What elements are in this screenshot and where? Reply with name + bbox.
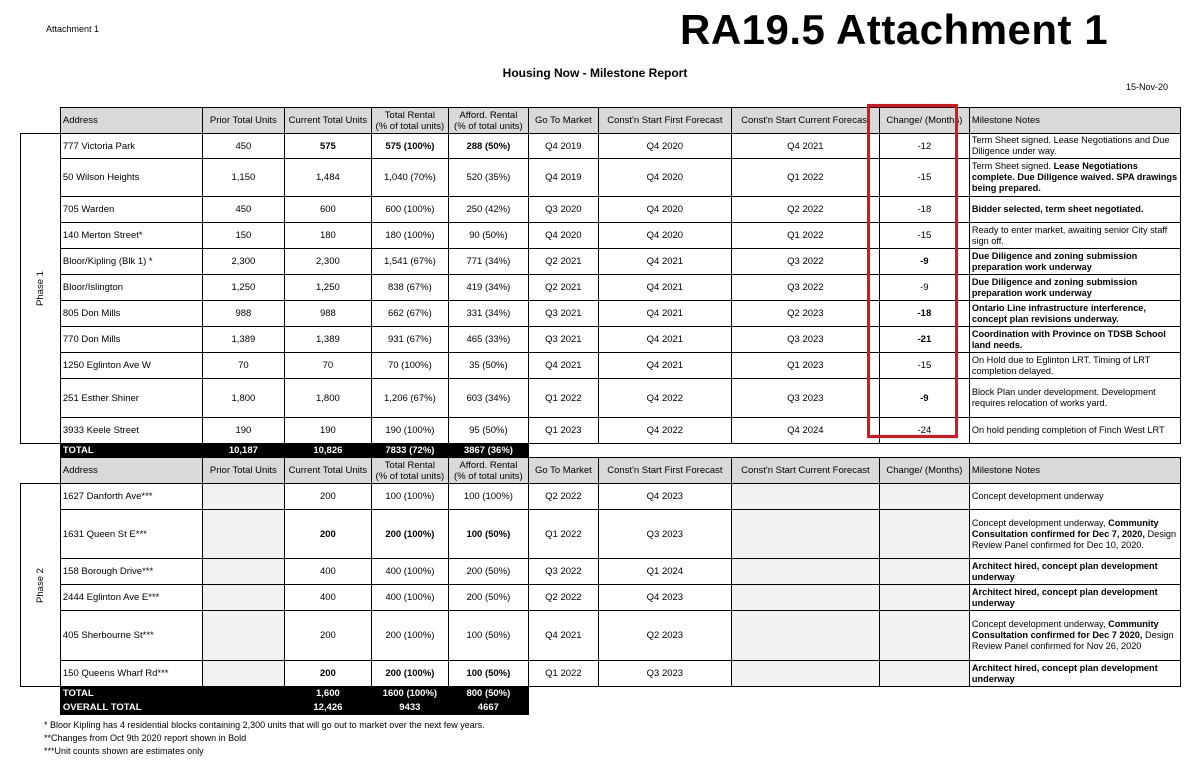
rental-cell: 600 (100%)	[371, 197, 448, 223]
current-cell: 1,800	[284, 379, 371, 418]
notes-cell: Architect hired, concept plan development underway	[969, 559, 1180, 585]
table-row	[21, 223, 1181, 249]
address-cell: 150 Queens Wharf Rd***	[60, 661, 202, 687]
total-rental: 7833 (72%)	[371, 444, 448, 458]
market-cell: Q1 2023	[528, 418, 598, 444]
first-forecast-cell: Q4 2021	[598, 327, 731, 353]
table-row	[21, 379, 1181, 418]
current-cell: 70	[284, 353, 371, 379]
first-forecast-cell: Q4 2021	[598, 249, 731, 275]
footnote: * Bloor Kipling has 4 residential blocks containing 2,300 units that will go out to market over the next few years.	[44, 720, 485, 730]
address-cell: Bloor/Islington	[60, 275, 202, 301]
col-total-rental: Total Rental (% of total units)	[371, 458, 448, 484]
notes-cell: Coordination with Province on TDSB School land needs.	[969, 327, 1180, 353]
overall-total-label: OVERALL TOTAL	[60, 701, 202, 715]
notes-cell: Ready to enter market, awaiting senior City staff sign off.	[969, 223, 1180, 249]
prior-cell: 1,150	[202, 159, 284, 197]
current-cell: 200	[284, 510, 371, 559]
current-cell: 600	[284, 197, 371, 223]
afford-cell: 100 (50%)	[448, 661, 528, 687]
market-cell: Q4 2021	[528, 611, 598, 661]
milestone-table	[20, 107, 1181, 715]
phase2-total-row	[21, 687, 1181, 701]
address-cell: 1631 Queen St E***	[60, 510, 202, 559]
col-current-units: Current Total Units	[284, 108, 371, 134]
table-row	[21, 484, 1181, 510]
notes-cell: Due Diligence and zoning submission preparation work underway	[969, 249, 1180, 275]
col-total-rental: Total Rental (% of total units)	[371, 108, 448, 134]
change-cell: -18	[879, 197, 969, 223]
first-forecast-cell: Q4 2021	[598, 353, 731, 379]
market-cell: Q3 2021	[528, 327, 598, 353]
phase2-label: Phase 2	[21, 484, 61, 687]
rental-cell: 200 (100%)	[371, 510, 448, 559]
current-cell: 200	[284, 611, 371, 661]
notes-cell: Architect hired, concept plan development underway	[969, 585, 1180, 611]
notes-cell: On hold pending completion of Finch West LRT	[969, 418, 1180, 444]
market-cell: Q2 2021	[528, 249, 598, 275]
afford-cell: 200 (50%)	[448, 559, 528, 585]
table-row	[21, 661, 1181, 687]
overall-total-row	[21, 701, 1181, 715]
table-row	[21, 249, 1181, 275]
current-cell: 200	[284, 484, 371, 510]
rental-cell: 838 (67%)	[371, 275, 448, 301]
prior-cell: 190	[202, 418, 284, 444]
current-cell: 575	[284, 134, 371, 159]
current-forecast-cell: Q3 2023	[731, 379, 879, 418]
rental-cell: 100 (100%)	[371, 484, 448, 510]
col-milestone-notes: Milestone Notes	[969, 108, 1180, 134]
current-cell: 200	[284, 661, 371, 687]
address-cell: 3933 Keele Street	[60, 418, 202, 444]
address-cell: 805 Don Mills	[60, 301, 202, 327]
address-cell: 770 Don Mills	[60, 327, 202, 353]
col-prior-units: Prior Total Units	[202, 458, 284, 484]
market-cell: Q1 2022	[528, 510, 598, 559]
market-cell: Q2 2022	[528, 585, 598, 611]
prior-cell: 1,250	[202, 275, 284, 301]
afford-cell: 100 (50%)	[448, 611, 528, 661]
current-cell: 400	[284, 585, 371, 611]
current-forecast-cell: Q4 2024	[731, 418, 879, 444]
current-forecast-cell: Q1 2023	[731, 353, 879, 379]
first-forecast-cell: Q4 2020	[598, 134, 731, 159]
col-prior-units: Prior Total Units	[202, 108, 284, 134]
total-afford: 3867 (36%)	[448, 444, 528, 458]
change-cell: -12	[879, 134, 969, 159]
report-title: Housing Now - Milestone Report	[502, 66, 688, 80]
address-cell: 158 Borough Drive***	[60, 559, 202, 585]
address-cell: 1627 Danforth Ave***	[60, 484, 202, 510]
afford-cell: 603 (34%)	[448, 379, 528, 418]
notes-cell: Block Plan under development. Development requires relocation of works yard.	[969, 379, 1180, 418]
col-first-forecast: Const'n Start First Forecast	[598, 108, 731, 134]
current-cell: 190	[284, 418, 371, 444]
afford-cell: 419 (34%)	[448, 275, 528, 301]
overall-afford: 4667	[448, 701, 528, 715]
col-milestone-notes: Milestone Notes	[969, 458, 1180, 484]
first-forecast-cell: Q4 2023	[598, 484, 731, 510]
rental-cell: 931 (67%)	[371, 327, 448, 353]
current-forecast-cell: Q3 2022	[731, 249, 879, 275]
afford-cell: 288 (50%)	[448, 134, 528, 159]
table-row	[21, 510, 1181, 559]
market-cell: Q3 2021	[528, 301, 598, 327]
notes-cell: Due Diligence and zoning submission preparation work underway	[969, 275, 1180, 301]
address-cell: 777 Victoria Park	[60, 134, 202, 159]
afford-cell: 100 (100%)	[448, 484, 528, 510]
afford-cell: 250 (42%)	[448, 197, 528, 223]
current-cell: 2,300	[284, 249, 371, 275]
address-cell: 50 Wilson Heights	[60, 159, 202, 197]
phase1-label: Phase 1	[21, 134, 61, 444]
current-cell: 1,250	[284, 275, 371, 301]
prior-cell: 1,800	[202, 379, 284, 418]
notes-cell: Architect hired, concept plan development underway	[969, 661, 1180, 687]
current-cell: 180	[284, 223, 371, 249]
notes-cell: Term Sheet signed. Lease Negotiations and Due Diligence under way.	[969, 134, 1180, 159]
total-current: 1,600	[284, 687, 371, 701]
rental-cell: 1,040 (70%)	[371, 159, 448, 197]
total-rental: 1600 (100%)	[371, 687, 448, 701]
total-current: 10,826	[284, 444, 371, 458]
change-cell: -18	[879, 301, 969, 327]
current-forecast-cell: Q1 2022	[731, 159, 879, 197]
rental-cell: 400 (100%)	[371, 559, 448, 585]
change-cell: -9	[879, 275, 969, 301]
rental-cell: 400 (100%)	[371, 585, 448, 611]
overall-rental: 9433	[371, 701, 448, 715]
rental-cell: 70 (100%)	[371, 353, 448, 379]
prior-cell: 2,300	[202, 249, 284, 275]
report-date: 15-Nov-20	[1125, 82, 1168, 92]
col-current-forecast: Const'n Start Current Forecast	[731, 458, 879, 484]
total-label: TOTAL	[60, 444, 202, 458]
table-row	[21, 159, 1181, 197]
total-afford: 800 (50%)	[448, 687, 528, 701]
afford-cell: 95 (50%)	[448, 418, 528, 444]
current-forecast-cell: Q2 2022	[731, 197, 879, 223]
phase2-header-row	[21, 458, 1181, 484]
table-row	[21, 611, 1181, 661]
current-cell: 988	[284, 301, 371, 327]
afford-cell: 35 (50%)	[448, 353, 528, 379]
rental-cell: 1,206 (67%)	[371, 379, 448, 418]
afford-cell: 520 (35%)	[448, 159, 528, 197]
change-cell: -15	[879, 223, 969, 249]
market-cell: Q4 2020	[528, 223, 598, 249]
address-cell: 705 Warden	[60, 197, 202, 223]
rental-cell: 190 (100%)	[371, 418, 448, 444]
change-cell: -24	[879, 418, 969, 444]
col-first-forecast: Const'n Start First Forecast	[598, 458, 731, 484]
market-cell: Q2 2022	[528, 484, 598, 510]
attachment-label: Attachment 1	[46, 24, 100, 34]
prior-cell: 150	[202, 223, 284, 249]
current-cell: 400	[284, 559, 371, 585]
address-cell: 2444 Eglinton Ave E***	[60, 585, 202, 611]
phase1-header-row	[21, 108, 1181, 134]
first-forecast-cell: Q4 2020	[598, 223, 731, 249]
total-prior: 10,187	[202, 444, 284, 458]
address-cell: 1250 Eglinton Ave W	[60, 353, 202, 379]
prior-cell: 450	[202, 134, 284, 159]
market-cell: Q4 2021	[528, 353, 598, 379]
col-go-to-market: Go To Market	[528, 108, 598, 134]
first-forecast-cell: Q4 2021	[598, 301, 731, 327]
footnotes	[44, 719, 485, 758]
first-forecast-cell: Q4 2020	[598, 159, 731, 197]
market-cell: Q2 2021	[528, 275, 598, 301]
current-forecast-cell: Q1 2022	[731, 223, 879, 249]
table-row	[21, 275, 1181, 301]
current-forecast-cell: Q2 2023	[731, 301, 879, 327]
table-row	[21, 301, 1181, 327]
current-forecast-cell: Q4 2021	[731, 134, 879, 159]
address-cell: Bloor/Kipling (Blk 1) *	[60, 249, 202, 275]
market-cell: Q4 2019	[528, 134, 598, 159]
overall-current: 12,426	[284, 701, 371, 715]
phase1-total-row	[21, 444, 1181, 458]
col-change-months: Change/ (Months)	[879, 458, 969, 484]
rental-cell: 1,541 (67%)	[371, 249, 448, 275]
notes-cell: Ontario Line infrastructure interference, concept plan revisions underway.	[969, 301, 1180, 327]
col-change-months: Change/ (Months)	[879, 108, 969, 134]
afford-cell: 465 (33%)	[448, 327, 528, 353]
prior-cell: 1,389	[202, 327, 284, 353]
afford-cell: 200 (50%)	[448, 585, 528, 611]
col-current-forecast: Const'n Start Current Forecast	[731, 108, 879, 134]
current-forecast-cell: Q3 2022	[731, 275, 879, 301]
rental-cell: 662 (67%)	[371, 301, 448, 327]
first-forecast-cell: Q2 2023	[598, 611, 731, 661]
notes-cell: Concept development underway	[969, 484, 1180, 510]
first-forecast-cell: Q3 2023	[598, 661, 731, 687]
change-cell: -15	[879, 159, 969, 197]
col-go-to-market: Go To Market	[528, 458, 598, 484]
first-forecast-cell: Q4 2022	[598, 379, 731, 418]
afford-cell: 771 (34%)	[448, 249, 528, 275]
notes-cell: Concept development underway, Community Consultation confirmed for Dec 7, 2020, Design Review Panel confirmed for Dec 10, 2020.	[969, 510, 1180, 559]
afford-cell: 100 (50%)	[448, 510, 528, 559]
change-cell: -21	[879, 327, 969, 353]
market-cell: Q1 2022	[528, 661, 598, 687]
footnote: ***Unit counts shown are estimates only	[44, 746, 204, 756]
table-row	[21, 134, 1181, 159]
notes-cell: Term Sheet signed. Lease Negotiations complete. Due Diligence waived. SPA drawings being prepared.	[969, 159, 1180, 197]
prior-cell: 70	[202, 353, 284, 379]
market-cell: Q3 2020	[528, 197, 598, 223]
rental-cell: 575 (100%)	[371, 134, 448, 159]
notes-cell: Concept development underway, Community Consultation confirmed for Dec 7 2020, Design Review Panel confirmed for Nov 26, 2020	[969, 611, 1180, 661]
col-afford-rental: Afford. Rental (% of total units)	[448, 108, 528, 134]
prior-cell: 988	[202, 301, 284, 327]
footnote: **Changes from Oct 9th 2020 report shown in Bold	[44, 733, 247, 743]
table-row	[21, 585, 1181, 611]
total-label: TOTAL	[60, 687, 202, 701]
change-cell: -15	[879, 353, 969, 379]
table-row	[21, 327, 1181, 353]
rental-cell: 180 (100%)	[371, 223, 448, 249]
col-address: Address	[60, 108, 202, 134]
change-cell: -9	[879, 379, 969, 418]
change-cell: -9	[879, 249, 969, 275]
notes-cell: On Hold due to Eglinton LRT. Timing of LRT completion delayed.	[969, 353, 1180, 379]
col-address: Address	[60, 458, 202, 484]
first-forecast-cell: Q4 2021	[598, 275, 731, 301]
col-current-units: Current Total Units	[284, 458, 371, 484]
first-forecast-cell: Q4 2023	[598, 585, 731, 611]
first-forecast-cell: Q4 2022	[598, 418, 731, 444]
col-afford-rental: Afford. Rental (% of total units)	[448, 458, 528, 484]
rental-cell: 200 (100%)	[371, 611, 448, 661]
afford-cell: 90 (50%)	[448, 223, 528, 249]
table-row	[21, 418, 1181, 444]
address-cell: 251 Esther Shiner	[60, 379, 202, 418]
current-forecast-cell: Q3 2023	[731, 327, 879, 353]
market-cell: Q3 2022	[528, 559, 598, 585]
current-cell: 1,389	[284, 327, 371, 353]
first-forecast-cell: Q3 2023	[598, 510, 731, 559]
market-cell: Q4 2019	[528, 159, 598, 197]
page-title: RA19.5 Attachment 1	[680, 6, 1109, 53]
prior-cell: 450	[202, 197, 284, 223]
table-row	[21, 197, 1181, 223]
table-row	[21, 559, 1181, 585]
notes-cell: Bidder selected, term sheet negotiated.	[969, 197, 1180, 223]
market-cell: Q1 2022	[528, 379, 598, 418]
address-cell: 405 Sherbourne St***	[60, 611, 202, 661]
first-forecast-cell: Q1 2024	[598, 559, 731, 585]
current-cell: 1,484	[284, 159, 371, 197]
table-row	[21, 353, 1181, 379]
afford-cell: 331 (34%)	[448, 301, 528, 327]
rental-cell: 200 (100%)	[371, 661, 448, 687]
first-forecast-cell: Q4 2020	[598, 197, 731, 223]
address-cell: 140 Merton Street*	[60, 223, 202, 249]
